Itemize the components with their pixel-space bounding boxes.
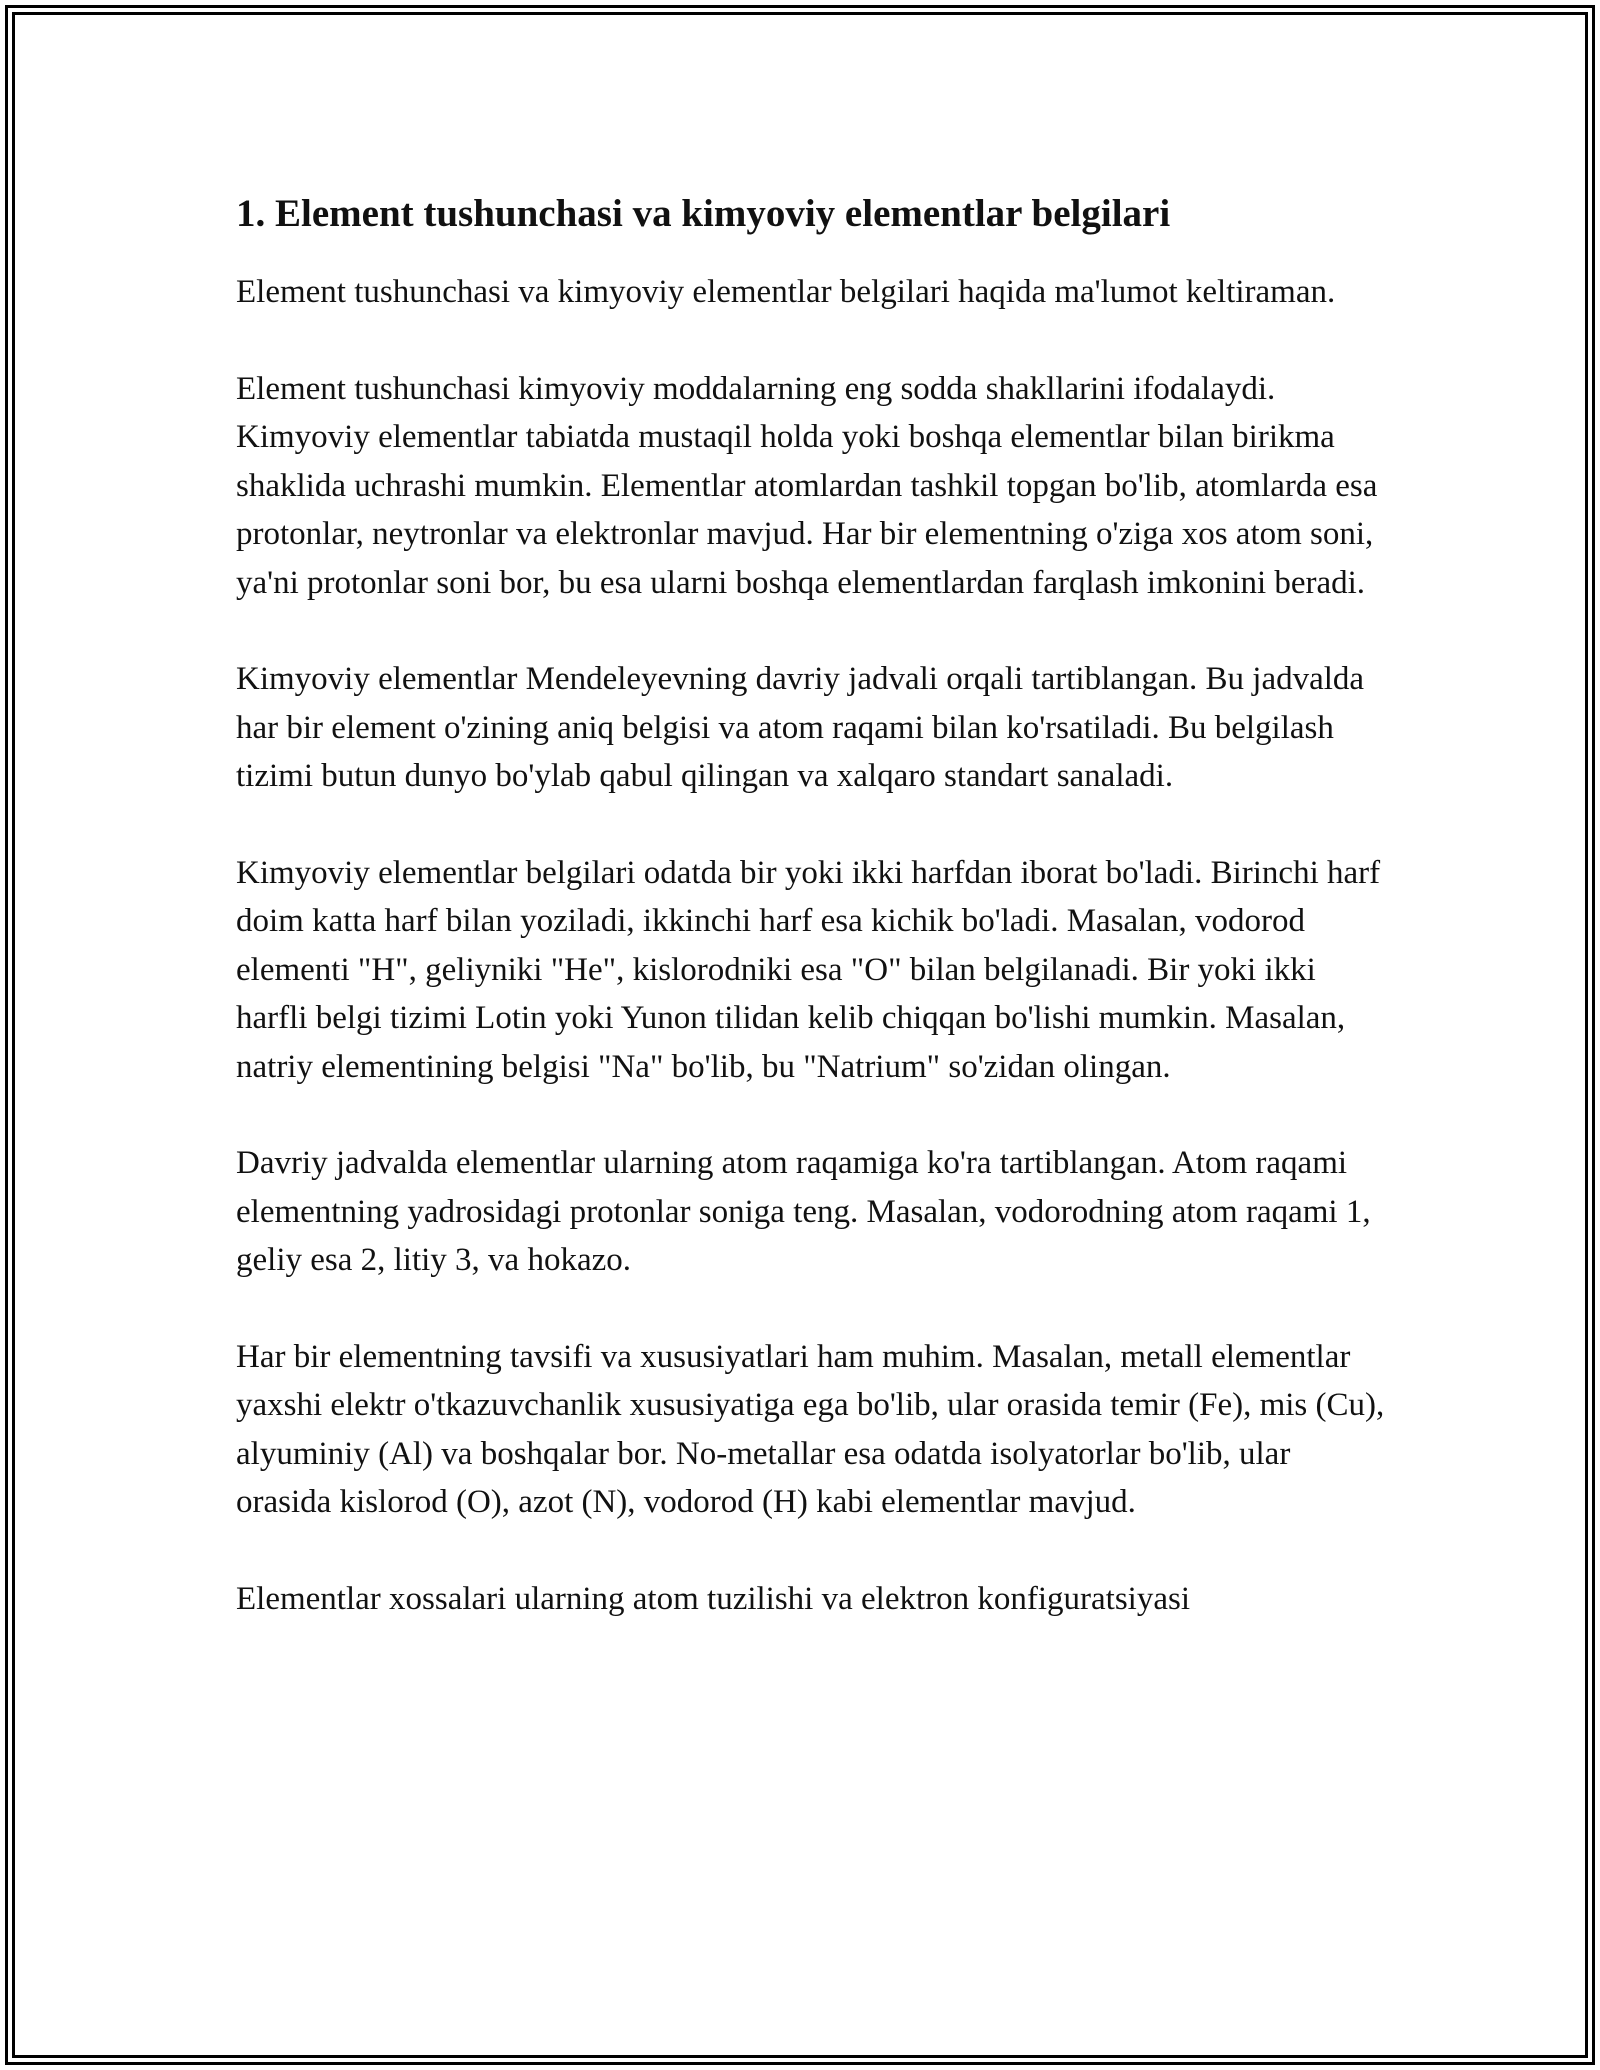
document-body xyxy=(236,186,1386,1623)
paragraph-element-symbols: Kimyoviy elementlar belgilari odatda bir yoki ikki harfdan iborat bo'ladi. Birinchi harf doim katta harf bilan yoziladi, ikkinchi harf esa kichik bo'ladi. Masalan, vodorod elementi "H", geliyniki "He", kislorodniki esa "O" bilan belgilanadi. Bir yoki ikki harfli belgi tizimi Lotin yoki Yunon tilidan kelib chiqqan bo'lishi mumkin. Masalan, natriy elementining belgisi "Na" bo'lib, bu "Natrium" so'zidan olingan. xyxy=(236,854,1381,1085)
paragraph-atomic-number: Davriy jadvalda elementlar ularning atom raqamiga ko'ra tartiblangan. Atom raqami elementning yadrosidagi protonlar soniga teng. Masalan, vodorodning atom raqami 1, geliy esa 2, litiy 3, va hokazo. xyxy=(236,1145,1371,1278)
paragraph-electron-configuration: Elementlar xossalari ularning atom tuzilishi va elektron konfiguratsiyasi xyxy=(236,1580,1191,1617)
paragraph-properties: Har bir elementning tavsifi va xususiyatlari ham muhim. Masalan, metall elementlar yaxshi elektr o'tkazuvchanlik xususiyatiga ega bo'lib, ular orasida temir (Fe), mis (Cu), alyuminiy (Al) va boshqalar bor. No-metallar esa odatda isolyatorlar bo'lib, ular orasida kislorod (O), azot (N), vodorod (H) kabi elementlar mavjud. xyxy=(236,1338,1385,1520)
paragraph-element-concept: Element tushunchasi kimyoviy moddalarning eng sodda shakllarini ifodalaydi. Kimyoviy elementlar tabiatda mustaqil holda yoki boshqa elementlar bilan birikma shaklida uchrashi mumkin. Elementlar atomlardan tashkil topgan bo'lib, atomlarda esa protonlar, neytronlar va elektronlar mavjud. Har bir elementning o'ziga xos atom soni, ya'ni protonlar soni bor, bu esa ularni boshqa elementlardan farqlash imkonini beradi. xyxy=(236,370,1378,601)
section-heading: 1. Element tushunchasi va kimyoviy elementlar belgilari xyxy=(236,192,1171,235)
paragraph-intro: Element tushunchasi va kimyoviy elementlar belgilari haqida ma'lumot keltiraman. xyxy=(236,274,1336,310)
paragraph-periodic-table: Kimyoviy elementlar Mendeleyevning davriy jadvali orqali tartiblangan. Bu jadvalda har bir element o'zining aniq belgisi va atom raqami bilan ko'rsatiladi. Bu belgilash tizimi butun dunyo bo'ylab qabul qilingan va xalqaro standart sanaladi. xyxy=(236,661,1365,794)
